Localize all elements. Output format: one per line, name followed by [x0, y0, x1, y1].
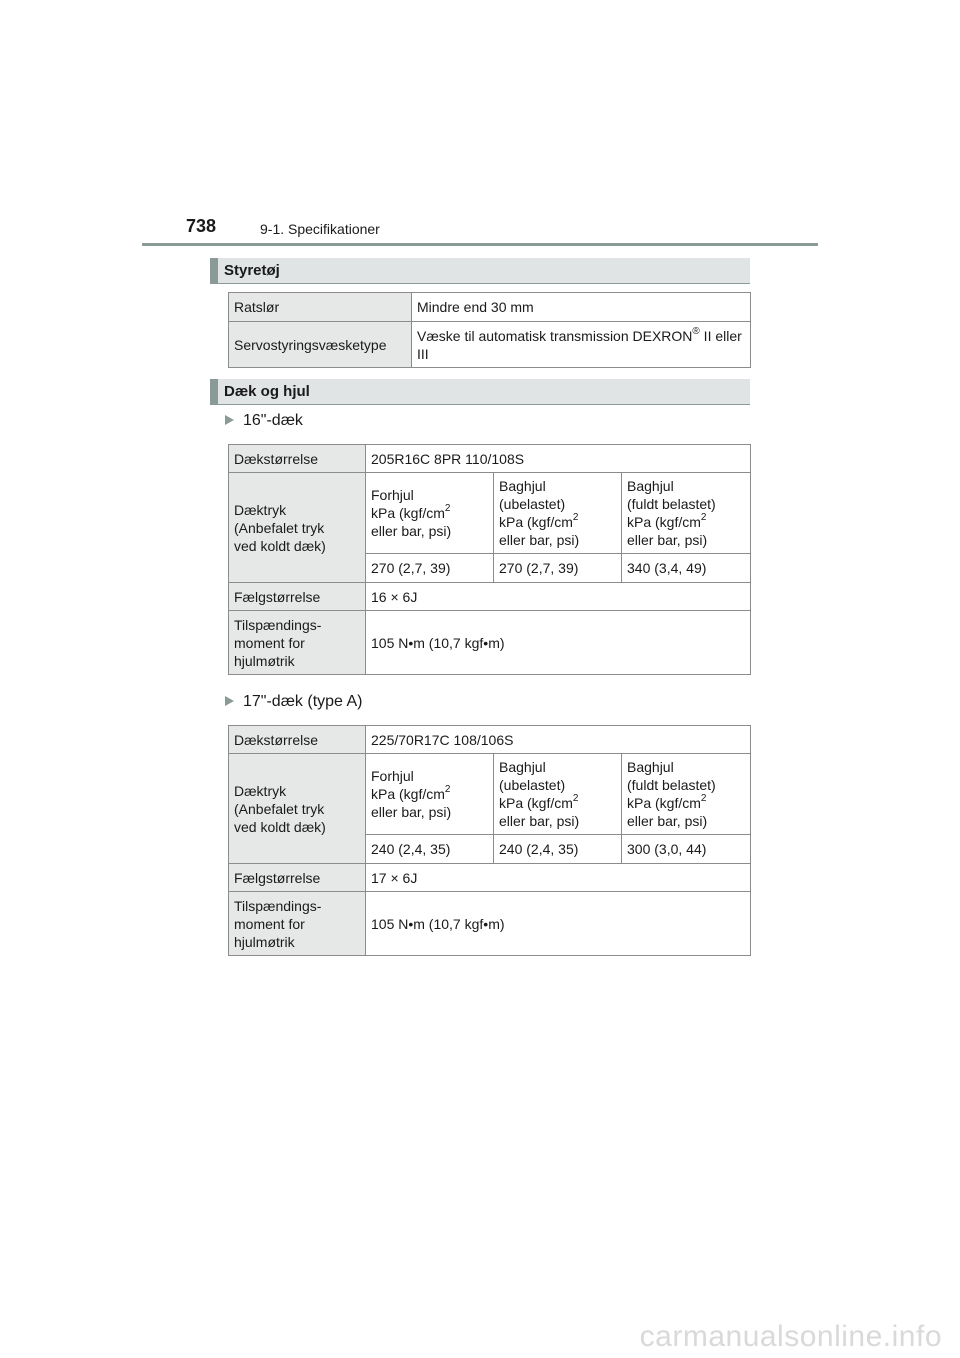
table-row: [229, 322, 751, 368]
power-steering-fluid-label: Servostyringsvæsketype: [229, 322, 412, 368]
front-pressure-value: 240 (2,4, 35): [366, 835, 494, 864]
rim-size-value: 17 × 6J: [366, 864, 751, 892]
tire-size-value: 225/70R17C 108/106S: [366, 726, 751, 754]
steering-play-label: Ratslør: [229, 293, 412, 322]
tire-16-table: [228, 444, 751, 675]
tire-17-heading: 17"-dæk (type A): [225, 693, 363, 711]
table-row: [229, 754, 751, 835]
rear-unloaded-pressure-value: 270 (2,7, 39): [494, 554, 622, 583]
rear-unloaded-pressure-value: 240 (2,4, 35): [494, 835, 622, 864]
triangle-bullet-icon: [225, 696, 234, 706]
table-row: [229, 726, 751, 754]
section-heading-steering: Styretøj: [210, 258, 750, 284]
rear-wheel-unloaded-header: Baghjul (ubelastet) kPa ($kgf/cm^2$ eller bar, psi): [494, 473, 622, 554]
table-row: [229, 892, 751, 956]
rear-loaded-pressure-value: 340 (3,4, 49): [622, 554, 751, 583]
lug-nut-torque-value: 105 N•m (10,7 kgf•m): [366, 892, 751, 956]
footer-watermark: carmanualsonline.info: [639, 1320, 942, 1353]
front-wheel-header: Forhjul kPa ($kgf/cm^2$ eller bar, psi): [366, 754, 494, 835]
table-row: [229, 611, 751, 675]
tire-size-label: Dækstørrelse: [229, 445, 366, 473]
header-divider: [142, 243, 818, 246]
table-row: [229, 293, 751, 322]
power-steering-fluid-value: Væske til automatisk transmission DEXRON® II eller III: [412, 322, 751, 368]
rim-size-value: 16 × 6J: [366, 583, 751, 611]
rear-loaded-pressure-value: 300 (3,0, 44): [622, 835, 751, 864]
page-number: 738: [186, 216, 217, 236]
triangle-bullet-icon: [225, 415, 234, 425]
section-heading-tires: Dæk og hjul: [210, 379, 750, 405]
tire-16-heading: 16"-dæk: [225, 412, 303, 430]
lug-nut-torque-label: Tilspændings- moment for hjulmøtrik: [229, 611, 366, 675]
table-row: [229, 473, 751, 554]
lug-nut-torque-label: Tilspændings- moment for hjulmøtrik: [229, 892, 366, 956]
steering-table: [228, 292, 751, 368]
lug-nut-torque-value: 105 N•m (10,7 kgf•m): [366, 611, 751, 675]
tire-size-label: Dækstørrelse: [229, 726, 366, 754]
table-row: [229, 583, 751, 611]
rear-wheel-loaded-header: Baghjul (fuldt belastet) kPa ($kgf/cm^2$ eller bar, psi): [622, 754, 751, 835]
rim-size-label: Fælgstørrelse: [229, 864, 366, 892]
tire-size-value: 205R16C 8PR 110/108S: [366, 445, 751, 473]
section-reference: 9-1. Specifikationer: [260, 221, 380, 237]
tire-pressure-label: Dæktryk (Anbefalet tryk ved koldt dæk): [229, 754, 366, 864]
tire-pressure-label: Dæktryk (Anbefalet tryk ved koldt dæk): [229, 473, 366, 583]
front-pressure-value: 270 (2,7, 39): [366, 554, 494, 583]
rear-wheel-unloaded-header: Baghjul (ubelastet) kPa ($kgf/cm^2$ eller bar, psi): [494, 754, 622, 835]
table-row: [229, 445, 751, 473]
rim-size-label: Fælgstørrelse: [229, 583, 366, 611]
tire-17-table: [228, 725, 751, 956]
rear-wheel-loaded-header: Baghjul (fuldt belastet) kPa ($kgf/cm^2$ eller bar, psi): [622, 473, 751, 554]
steering-play-value: Mindre end 30 mm: [412, 293, 751, 322]
front-wheel-header: Forhjul kPa ($kgf/cm^2$ eller bar, psi): [366, 473, 494, 554]
table-row: [229, 864, 751, 892]
